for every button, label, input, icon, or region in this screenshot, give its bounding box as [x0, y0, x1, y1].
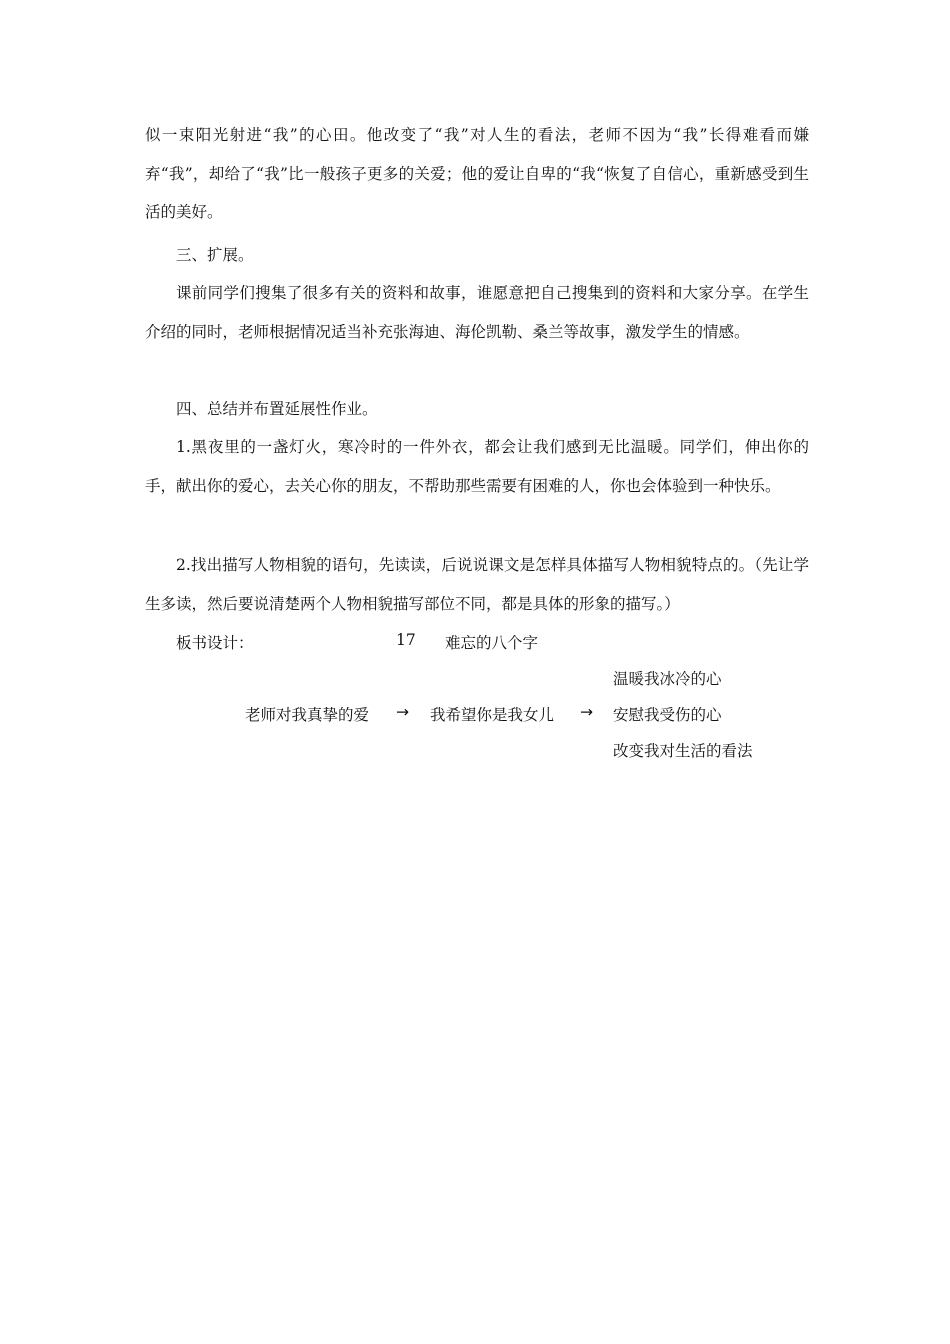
lesson-number: 17 — [396, 631, 416, 649]
section-heading-expand: 三、扩展。 — [176, 246, 254, 264]
board-right-item-2: 安慰我受伤的心 — [613, 706, 722, 724]
board-right-item-1: 温暖我冰冷的心 — [613, 670, 722, 688]
arrow-right-icon: → — [396, 703, 409, 721]
paragraph-continuation: 似一束阳光射进“我”的心田。他改变了“我”对人生的看法，老师不因为“我”长得难看而嫌弃“我”，却给了“我”比一般孩子更多的关爱；他的爱让自卑的“我“恢复了自信心，重新感受到生活的美好。 — [145, 126, 809, 221]
board-left-item: 老师对我真挚的爱 — [245, 706, 370, 724]
board-label: 板书设计： — [176, 634, 254, 652]
lesson-title: 难忘的八个字 — [445, 634, 539, 652]
paragraph-expand: 课前同学们搜集了很多有关的资料和故事，谁愿意把自己搜集到的资料和大家分享。在学生介绍的同时，老师根据情况适当补充张海迪、海伦凯勒、桑兰等故事，激发学生的情感。 — [145, 284, 809, 341]
board-middle-item: 我希望你是我女儿 — [430, 706, 555, 724]
paragraph-homework-2: 2.找出描写人物相貌的语句，先读读，后说说课文是怎样具体描写人物相貌特点的。（先让学生多读，然后要说清楚两个人物相貌描写部位不同，都是具体的形象的描写。） — [145, 556, 809, 613]
paragraph-homework-1: 1.黑夜里的一盏灯火，寒冷时的一件外衣，都会让我们感到无比温暖。同学们，伸出你的手，献出你的爱心，去关心你的朋友，不帮助那些需要有困难的人，你也会体验到一种快乐。 — [145, 438, 809, 495]
board-right-item-3: 改变我对生活的看法 — [613, 742, 753, 760]
arrow-right-icon: → — [580, 703, 593, 721]
section-heading-summary: 四、总结并布置延展性作业。 — [176, 400, 378, 418]
